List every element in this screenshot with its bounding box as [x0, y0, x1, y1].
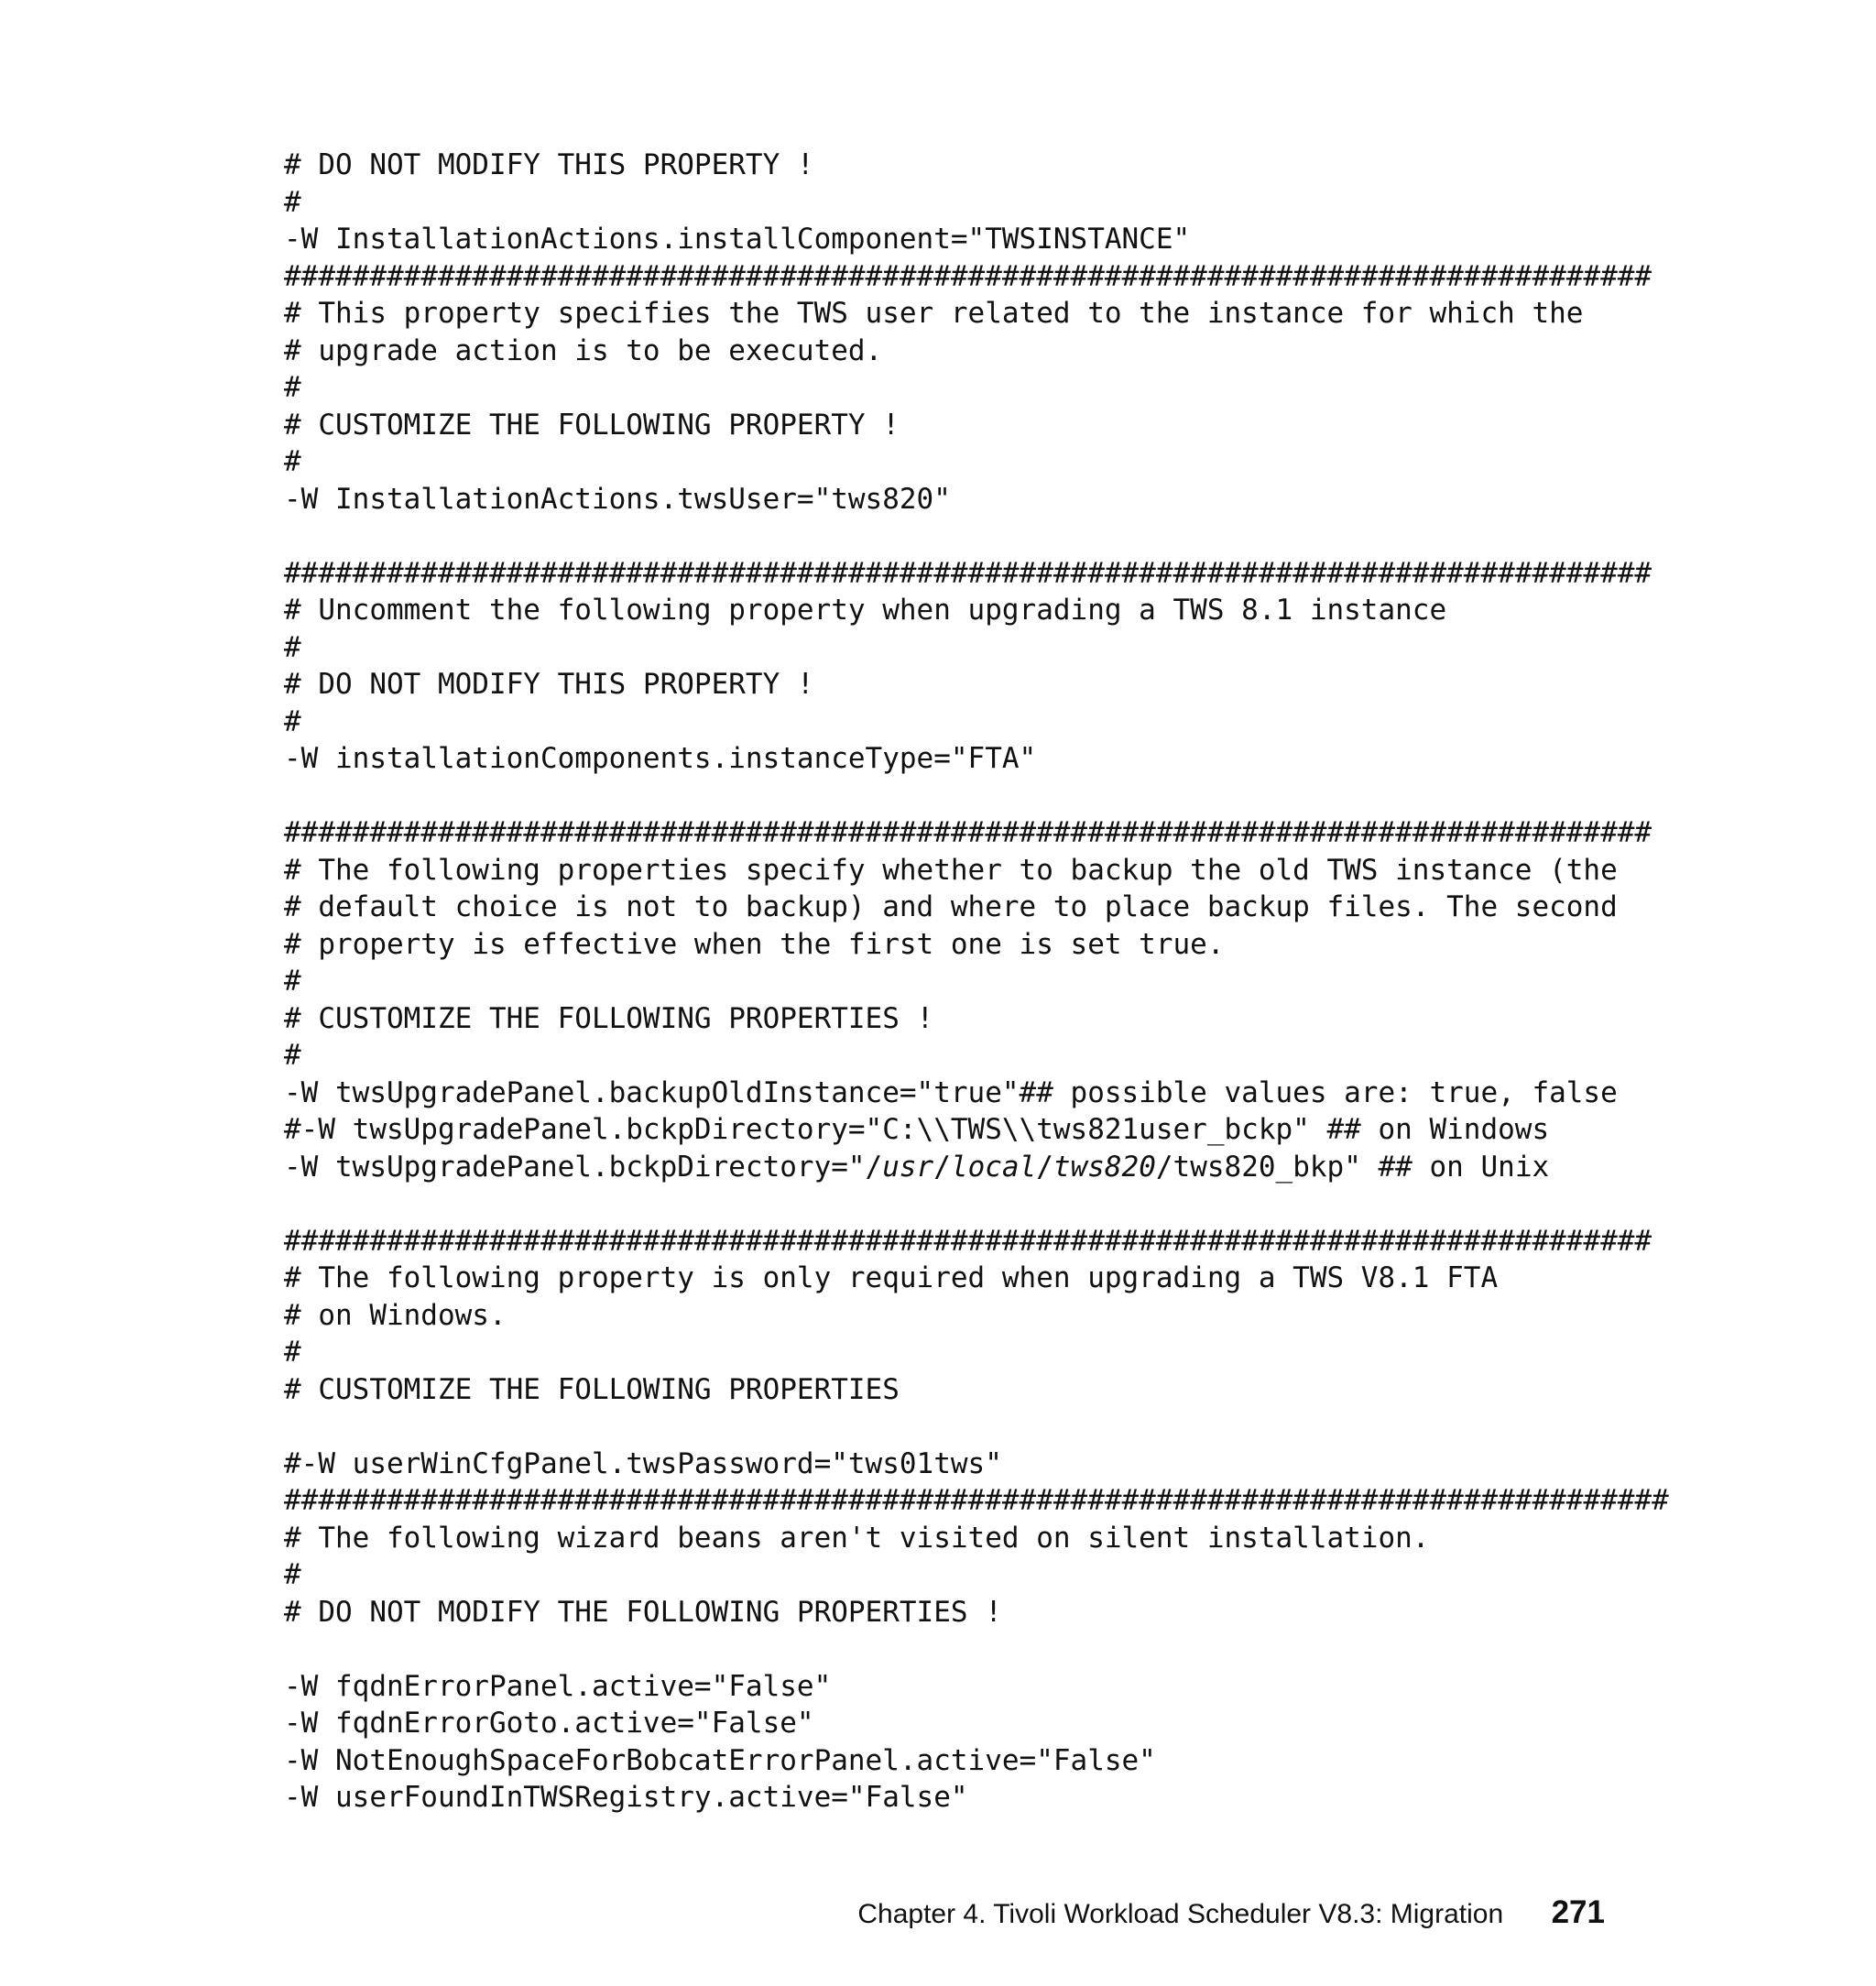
- code-line: # The following property is only required when upgrading a TWS V8.1 FTA: [284, 1261, 1499, 1294]
- code-line: -W userFoundInTWSRegistry.active="False": [284, 1781, 968, 1814]
- code-line: -W installationComponents.instanceType="FTA": [284, 742, 1037, 775]
- code-line: #: [284, 630, 301, 664]
- code-line: #: [284, 185, 301, 219]
- code-line: [284, 1408, 1669, 1446]
- code-line: #: [284, 1039, 301, 1072]
- code-line: -W fqdnErrorGoto.active="False": [284, 1707, 814, 1740]
- code-line: # The following wizard beans aren't visited on silent installation.: [284, 1521, 1430, 1555]
- code-line: # CUSTOMIZE THE FOLLOWING PROPERTY !: [284, 408, 900, 442]
- code-line: # CUSTOMIZE THE FOLLOWING PROPERTIES: [284, 1372, 900, 1406]
- code-segment: /: [933, 1150, 951, 1184]
- code-segment: /: [1036, 1150, 1053, 1184]
- code-line: #-W twsUpgradePanel.bckpDirectory="C:\\TWS\\tws821user_bckp" ## on Windows: [284, 1113, 1550, 1146]
- code-line: # on Windows.: [284, 1298, 507, 1332]
- code-line: ################################################################################: [284, 259, 1652, 293]
- code-line: # upgrade action is to be executed.: [284, 333, 883, 367]
- code-segment: usr: [882, 1150, 934, 1184]
- page-number: 271: [1551, 1894, 1605, 1930]
- footer-chapter-title: Chapter 4. Tivoli Workload Scheduler V8.3: Migration: [857, 1899, 1504, 1929]
- code-line: -W InstallationActions.twsUser="tws820": [284, 482, 951, 516]
- code-line: -W NotEnoughSpaceForBobcatErrorPanel.active="False": [284, 1743, 1156, 1777]
- code-line: # DO NOT MODIFY THE FOLLOWING PROPERTIES !: [284, 1595, 1002, 1629]
- code-line: # default choice is not to backup) and where to place backup files. The second: [284, 890, 1618, 923]
- code-line: -W fqdnErrorPanel.active="False": [284, 1669, 832, 1703]
- code-line: [284, 1631, 1669, 1668]
- code-line: # DO NOT MODIFY THIS PROPERTY !: [284, 668, 814, 701]
- code-segment: local: [950, 1150, 1037, 1184]
- code-line: #: [284, 371, 301, 404]
- code-line: #: [284, 704, 301, 738]
- code-line: #-W userWinCfgPanel.twsPassword="tws01tws": [284, 1446, 1002, 1480]
- code-line: # The following properties specify whether to backup the old TWS instance (the: [284, 853, 1618, 887]
- code-line: #: [284, 1336, 301, 1369]
- code-line: ################################################################################: [284, 556, 1652, 590]
- code-line: # This property specifies the TWS user related to the instance for which the: [284, 297, 1584, 330]
- code-line: # CUSTOMIZE THE FOLLOWING PROPERTIES !: [284, 1001, 934, 1035]
- code-line: -W InstallationActions.installComponent="TWSINSTANCE": [284, 223, 1191, 256]
- code-line: # Uncomment the following property when upgrading a TWS 8.1 instance: [284, 594, 1447, 627]
- code-line: #: [284, 965, 301, 998]
- code-line: # DO NOT MODIFY THIS PROPERTY !: [284, 148, 814, 181]
- code-line: ################################################################################: [284, 816, 1652, 849]
- code-line: #: [284, 445, 301, 478]
- code-line: [284, 778, 1669, 815]
- code-line: [284, 518, 1669, 555]
- code-listing: [284, 147, 1669, 1817]
- code-segment: -W twsUpgradePanel.bckpDirectory="/: [284, 1150, 883, 1184]
- code-line: # property is effective when the first one is set true.: [284, 927, 1225, 961]
- code-line: ################################################################################: [284, 1224, 1652, 1258]
- page-footer: [857, 1894, 1605, 1931]
- code-segment: /tws820_bkp" ## on Unix: [1155, 1150, 1550, 1184]
- code-line: [284, 1149, 1669, 1186]
- code-line: #: [284, 1558, 301, 1591]
- code-line: -W twsUpgradePanel.backupOldInstance="true"## possible values are: true, false: [284, 1075, 1618, 1109]
- code-line: [284, 1185, 1669, 1223]
- code-line: #################################################################################: [284, 1484, 1669, 1517]
- code-segment: tws820: [1053, 1150, 1156, 1184]
